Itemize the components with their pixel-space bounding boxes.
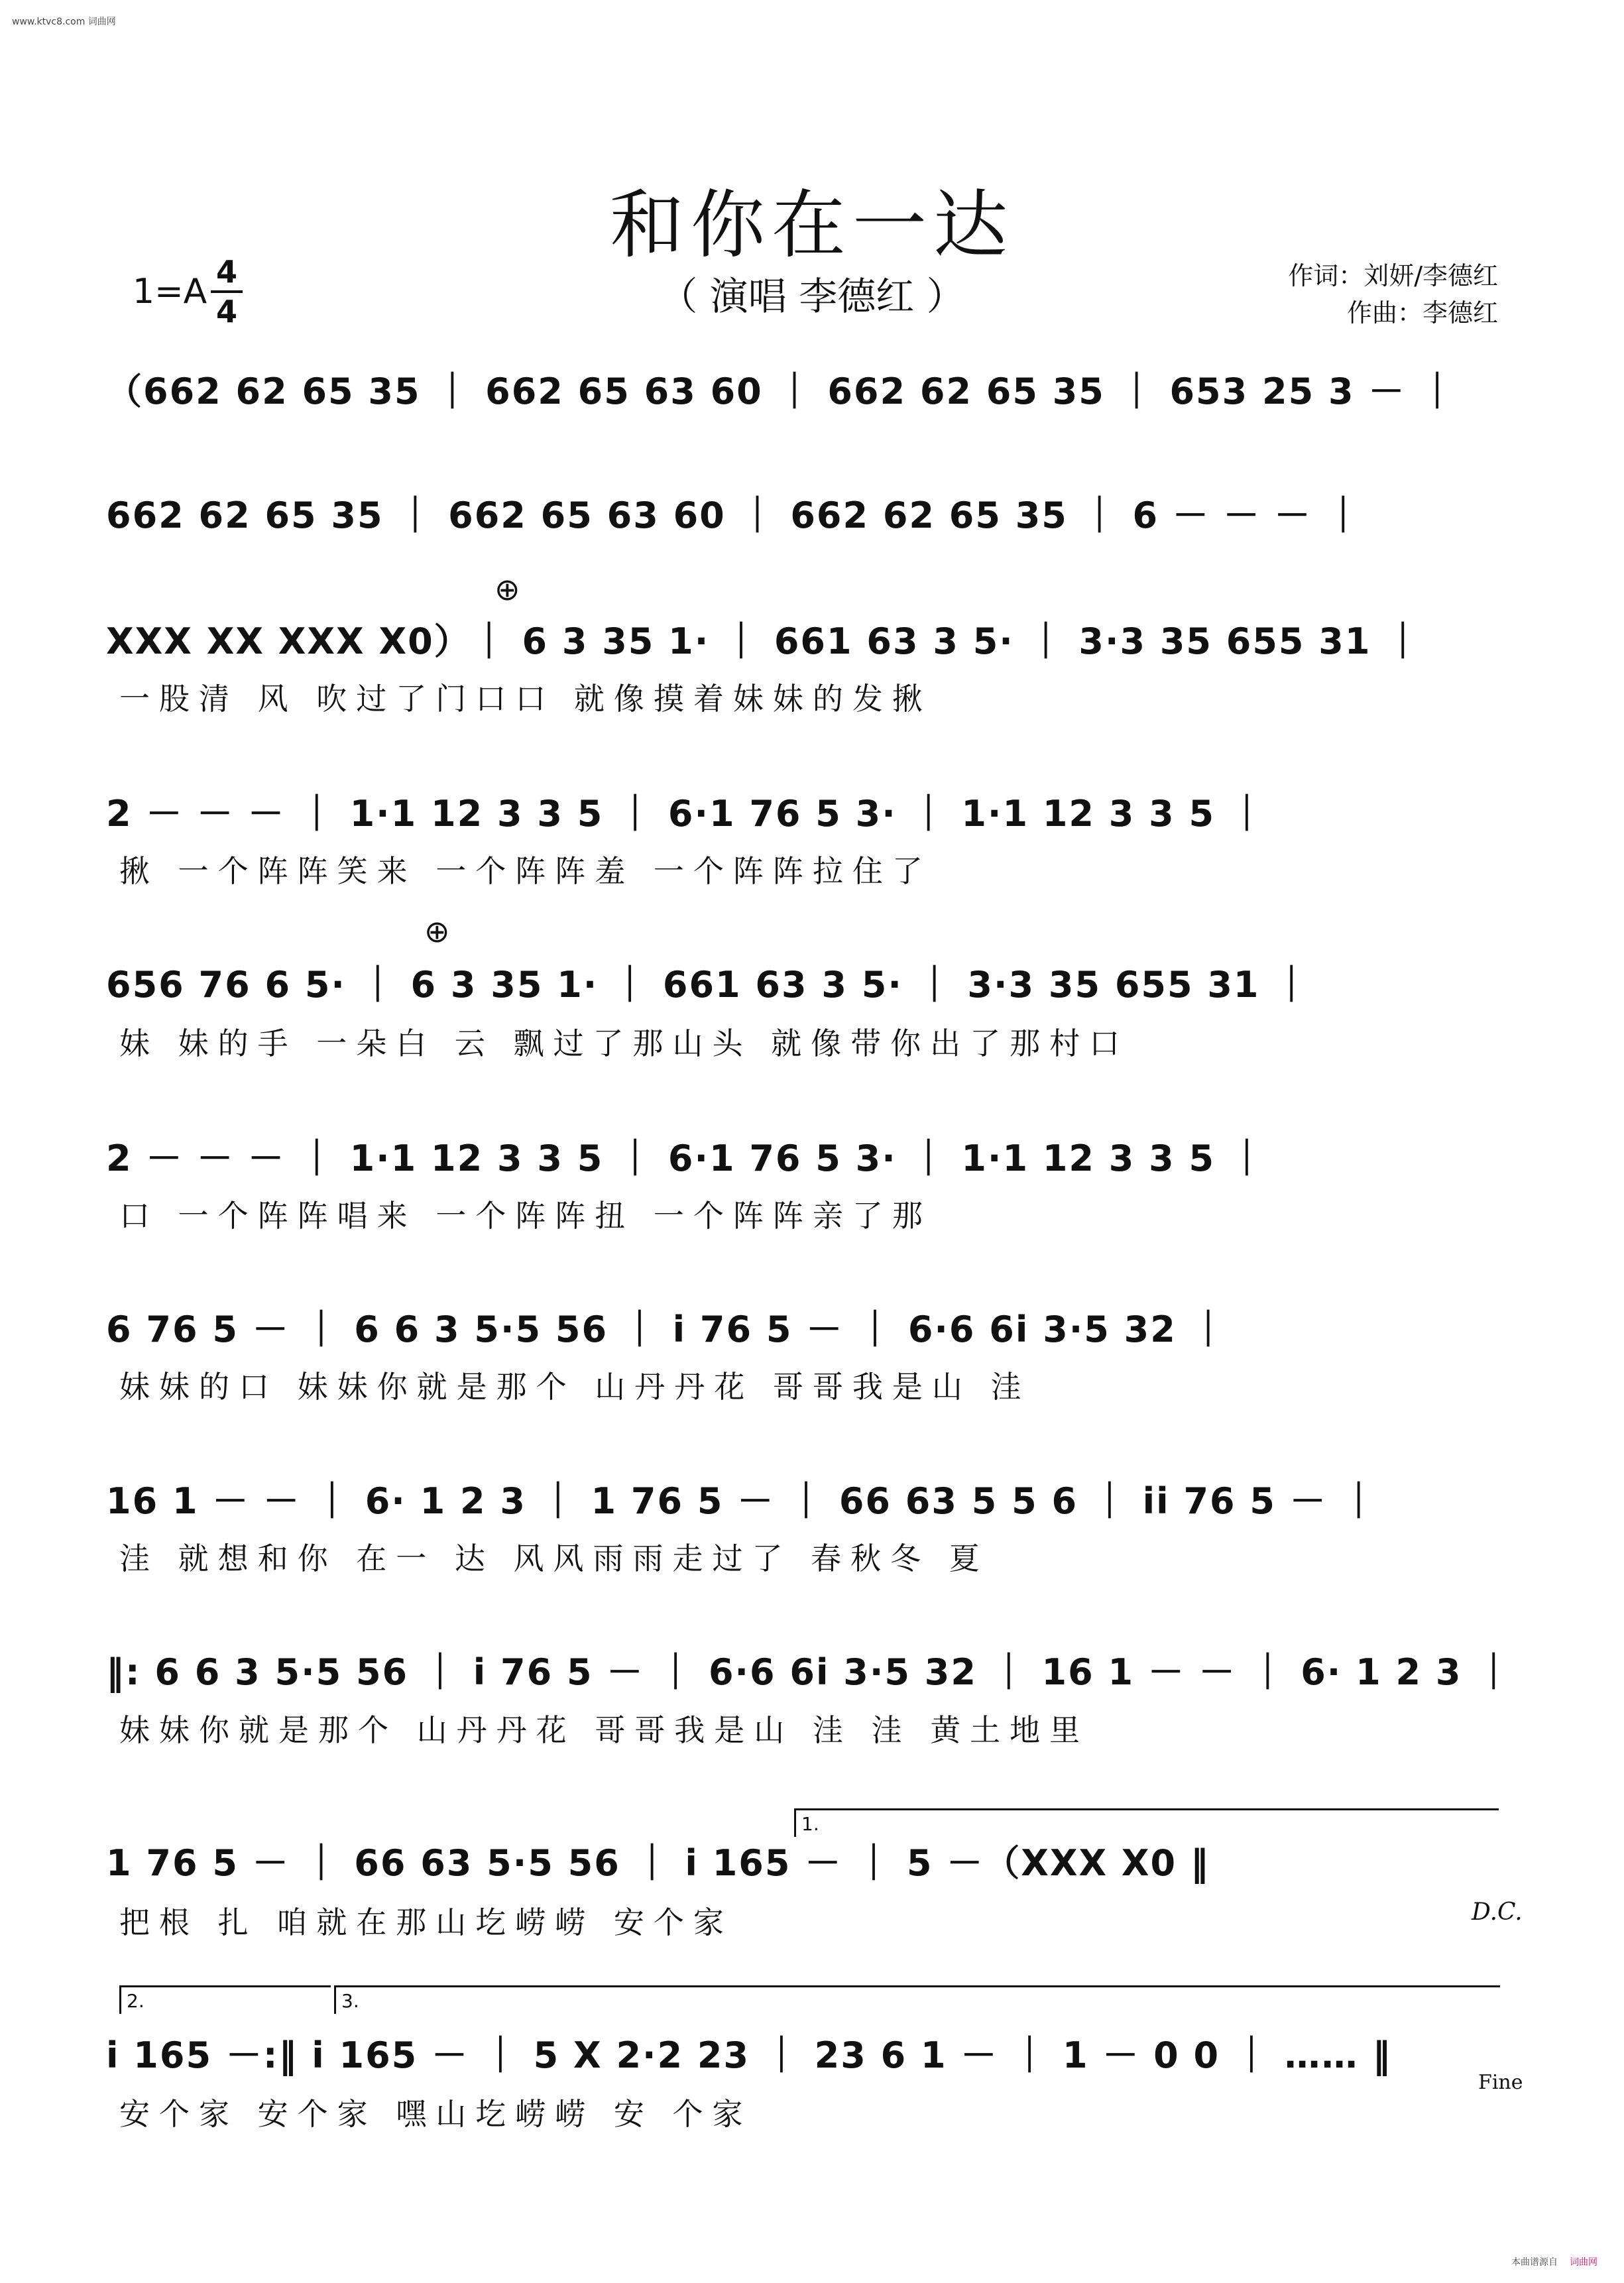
notation-line-4: 2 － － － ｜ 1·1 12 3 3 5 ｜ 6·1 76 5 3· ｜ 1·1 12 3 3 5 ｜ (106, 793, 1266, 835)
notation-line-2: 662 62 65 35 ｜ 662 65 63 60 ｜ 662 62 65 35 ｜ 6 － － － ｜ (106, 495, 1363, 536)
fine-marking: Fine (1478, 2071, 1523, 2094)
volta-bracket-2: 2. (119, 1985, 331, 2014)
coda-sign-icon: ⊕ (494, 571, 520, 607)
notation-line-9: ‖: 6 6 3 5·5 56 ｜ i 76 5 － ｜ 6·6 6i 3·5 32 ｜ 16 1 － － ｜ 6· 1 2 3 ｜ (106, 1651, 1513, 1693)
source-note (1511, 2255, 1597, 2268)
lyric-line-5: 妹 妹的手 一朵白 云 飘过了那山头 就像带你出了那村口 (119, 1025, 1130, 1061)
time-signature (211, 255, 243, 329)
notation-line-11: i 165 －:‖ i 165 － ｜ 5 X 2·2 23 ｜ 23 6 1 － ｜ 1 － 0 0 ｜ …… ‖ (106, 2034, 1392, 2076)
source-text: 本曲谱源自 (1511, 2257, 1558, 2268)
notation-line-6: 2 － － － ｜ 1·1 12 3 3 5 ｜ 6·1 76 5 3· ｜ 1·1 12 3 3 5 ｜ (106, 1138, 1266, 1179)
lyric-line-7: 妹妹的口 妹妹你就是那个 山丹丹花 哥哥我是山 洼 (119, 1369, 1031, 1405)
lyric-line-3: 一股清 风 吹过了门口口 就像摸着妹妹的发揪 (119, 681, 932, 717)
lyric-line-9: 妹妹你就是那个 山丹丹花 哥哥我是山 洼 洼 黄土地里 (119, 1712, 1090, 1748)
notation-line-3: XXX XX XXX X0）｜ 6 3 35 1· ｜ 661 63 3 5· ｜ 3·3 35 655 31 ｜ (106, 620, 1422, 662)
volta-bracket-3: 3. (334, 1985, 1500, 2014)
lyric-line-10: 把根 扎 咱就在那山圪崂崂 安个家 (119, 1904, 733, 1940)
notation-line-1: （662 62 65 35 ｜ 662 65 63 60 ｜ 662 62 65 35 ｜ 653 25 3 － ｜ (106, 371, 1457, 412)
notation-line-10: 1 76 5 － ｜ 66 63 5·5 56 ｜ i 165 － ｜ 5 －（XXX X0 ‖ (106, 1842, 1210, 1884)
meter-bottom: 4 (215, 294, 237, 329)
credits (1288, 257, 1498, 331)
performer-line: （ 演唱 李德红 ） (659, 274, 965, 319)
notation-line-7: 6 76 5 － ｜ 6 6 3 5·5 56 ｜ i 76 5 － ｜ 6·6 6i 3·5 32 ｜ (106, 1309, 1228, 1350)
song-title: 和你在一达 (610, 182, 1014, 268)
lyric-line-11: 安个家 安个家 嘿山圪崂崂 安 个家 (119, 2096, 752, 2132)
lyric-line-4: 揪 一个阵阵笑来 一个阵阵羞 一个阵阵拉住了 (119, 853, 932, 889)
key-signature: 1=A (133, 272, 207, 312)
notation-line-5: 656 76 6 5· ｜ 6 3 35 1· ｜ 661 63 3 5· ｜ 3·3 35 655 31 ｜ (106, 964, 1311, 1006)
notation-line-8: 16 1 － － ｜ 6· 1 2 3 ｜ 1 76 5 － ｜ 66 63 5 5 6 ｜ ii 76 5 － ｜ (106, 1480, 1378, 1522)
source-site: 词曲网 (1570, 2257, 1597, 2268)
lyricist: 作词：刘妍/李德红 (1288, 261, 1498, 290)
lyric-line-6: 口 一个阵阵唱来 一个阵阵扭 一个阵阵亲了那 (119, 1198, 932, 1234)
volta-bracket-1: 1. (794, 1808, 1499, 1837)
site-watermark: www.ktvc8.com 词曲网 (12, 17, 116, 27)
coda-sign-icon: ⊕ (424, 913, 450, 949)
dc-marking: D.C. (1472, 1899, 1523, 1926)
composer: 作曲：李德红 (1346, 298, 1498, 327)
meter-top: 4 (215, 254, 237, 290)
lyric-line-8: 洼 就想和你 在一 达 风风雨雨走过了 春秋冬 夏 (119, 1541, 989, 1576)
